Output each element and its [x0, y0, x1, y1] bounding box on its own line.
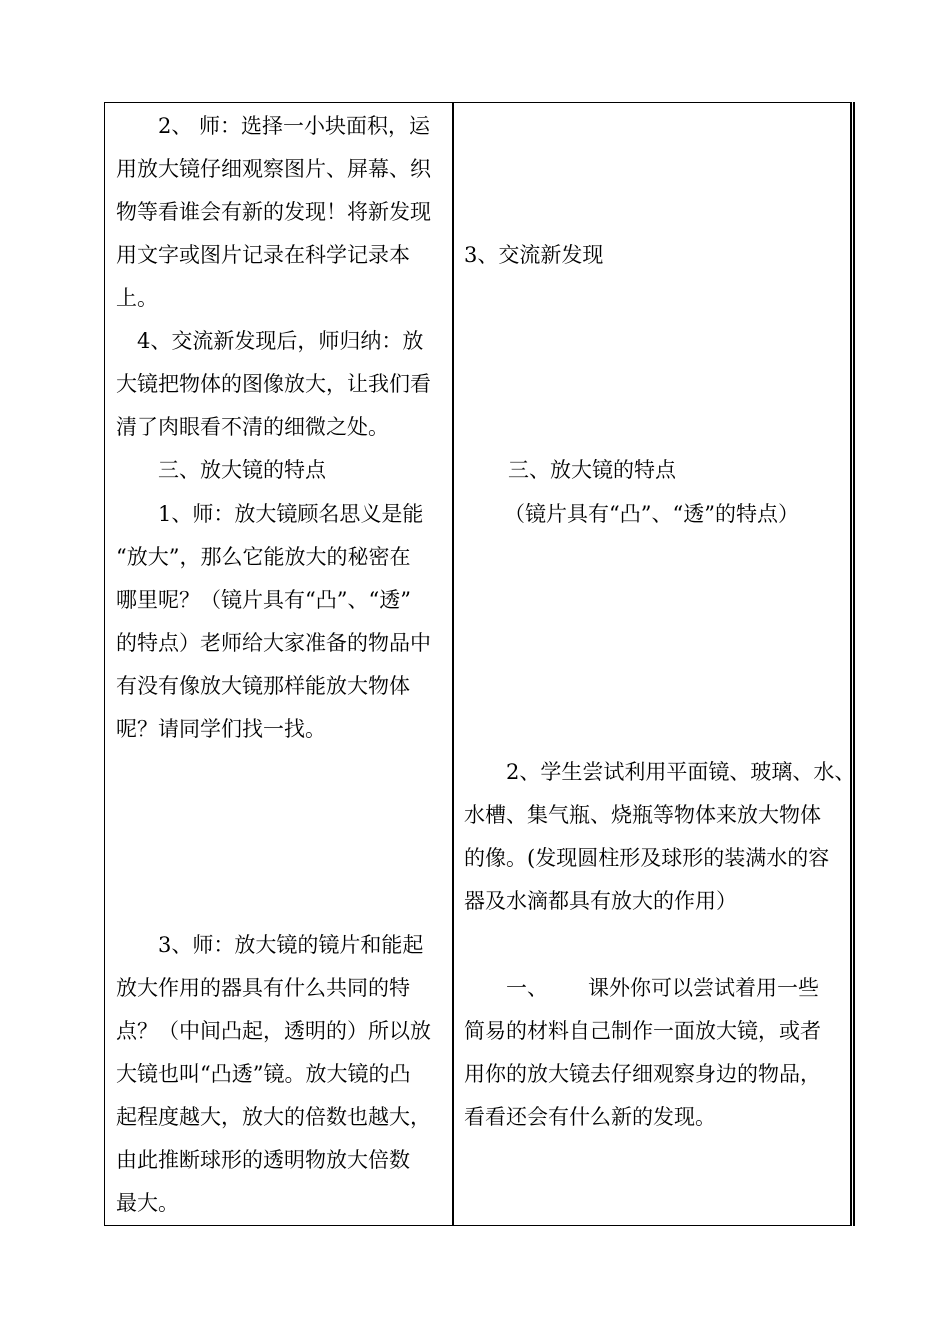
text-line: 呢？请同学们找一找。	[116, 717, 326, 741]
section-heading: 三、放大镜的特点	[508, 458, 676, 482]
text-line: 由此推断球形的透明物放大倍数	[116, 1148, 410, 1172]
text-line: 简易的材料自己制作一面放大镜，或者	[464, 1019, 821, 1043]
text-line: 点？（中间凸起，透明的）所以放	[116, 1019, 431, 1043]
lesson-table	[104, 102, 852, 1226]
text-line: 最大。	[116, 1191, 179, 1215]
text-line: 看看还会有什么新的发现。	[464, 1105, 716, 1129]
text-line: 1、师：放大镜顾名思义是能	[158, 502, 424, 526]
text-line: 大镜也叫“凸透”镜。放大镜的凸	[116, 1062, 411, 1086]
text-line: 的特点）老师给大家准备的物品中	[116, 631, 431, 655]
table-right-border-outer	[853, 102, 855, 1226]
text-line: 的像。(发现圆柱形及球形的装满水的容	[464, 846, 830, 870]
column-divider	[452, 102, 454, 1226]
table-right-border	[850, 102, 852, 1226]
text-line: （镜片具有“凸”、“透”的特点）	[504, 502, 799, 526]
text-line: 器及水滴都具有放大的作用）	[464, 889, 737, 913]
section-heading: 三、放大镜的特点	[158, 458, 326, 482]
text-line: 上。	[116, 286, 158, 310]
text-line: 物等看谁会有新的发现！将新发现	[116, 200, 431, 224]
text-line: 哪里呢？（镜片具有“凸”、“透”	[116, 588, 411, 612]
text-line: 3、交流新发现	[464, 243, 604, 267]
text-line: 大镜把物体的图像放大，让我们看	[116, 372, 431, 396]
text-line: 2、 师：选择一小块面积，运	[158, 114, 431, 138]
text-line: 2、学生尝试利用平面镜、玻璃、水、	[506, 760, 856, 784]
text-line: 一、 课外你可以尝试着用一些	[506, 976, 820, 1000]
text-line: 用文字或图片记录在科学记录本	[116, 243, 410, 267]
text-line: 用你的放大镜去仔细观察身边的物品，	[464, 1062, 821, 1086]
text-line: 有没有像放大镜那样能放大物体	[116, 674, 410, 698]
text-line: 起程度越大，放大的倍数也越大，	[116, 1105, 431, 1129]
text-line: “放大”，那么它能放大的秘密在	[116, 545, 411, 569]
text-line: 用放大镜仔细观察图片、屏幕、织	[116, 157, 431, 181]
text-line: 3、师：放大镜的镜片和能起	[158, 933, 424, 957]
text-line: 清了肉眼看不清的细微之处。	[116, 415, 389, 439]
text-line: 4、交流新发现后，师归纳：放	[137, 329, 424, 353]
text-line: 放大作用的器具有什么共同的特	[116, 976, 410, 1000]
text-line: 水槽、集气瓶、烧瓶等物体来放大物体	[464, 803, 821, 827]
